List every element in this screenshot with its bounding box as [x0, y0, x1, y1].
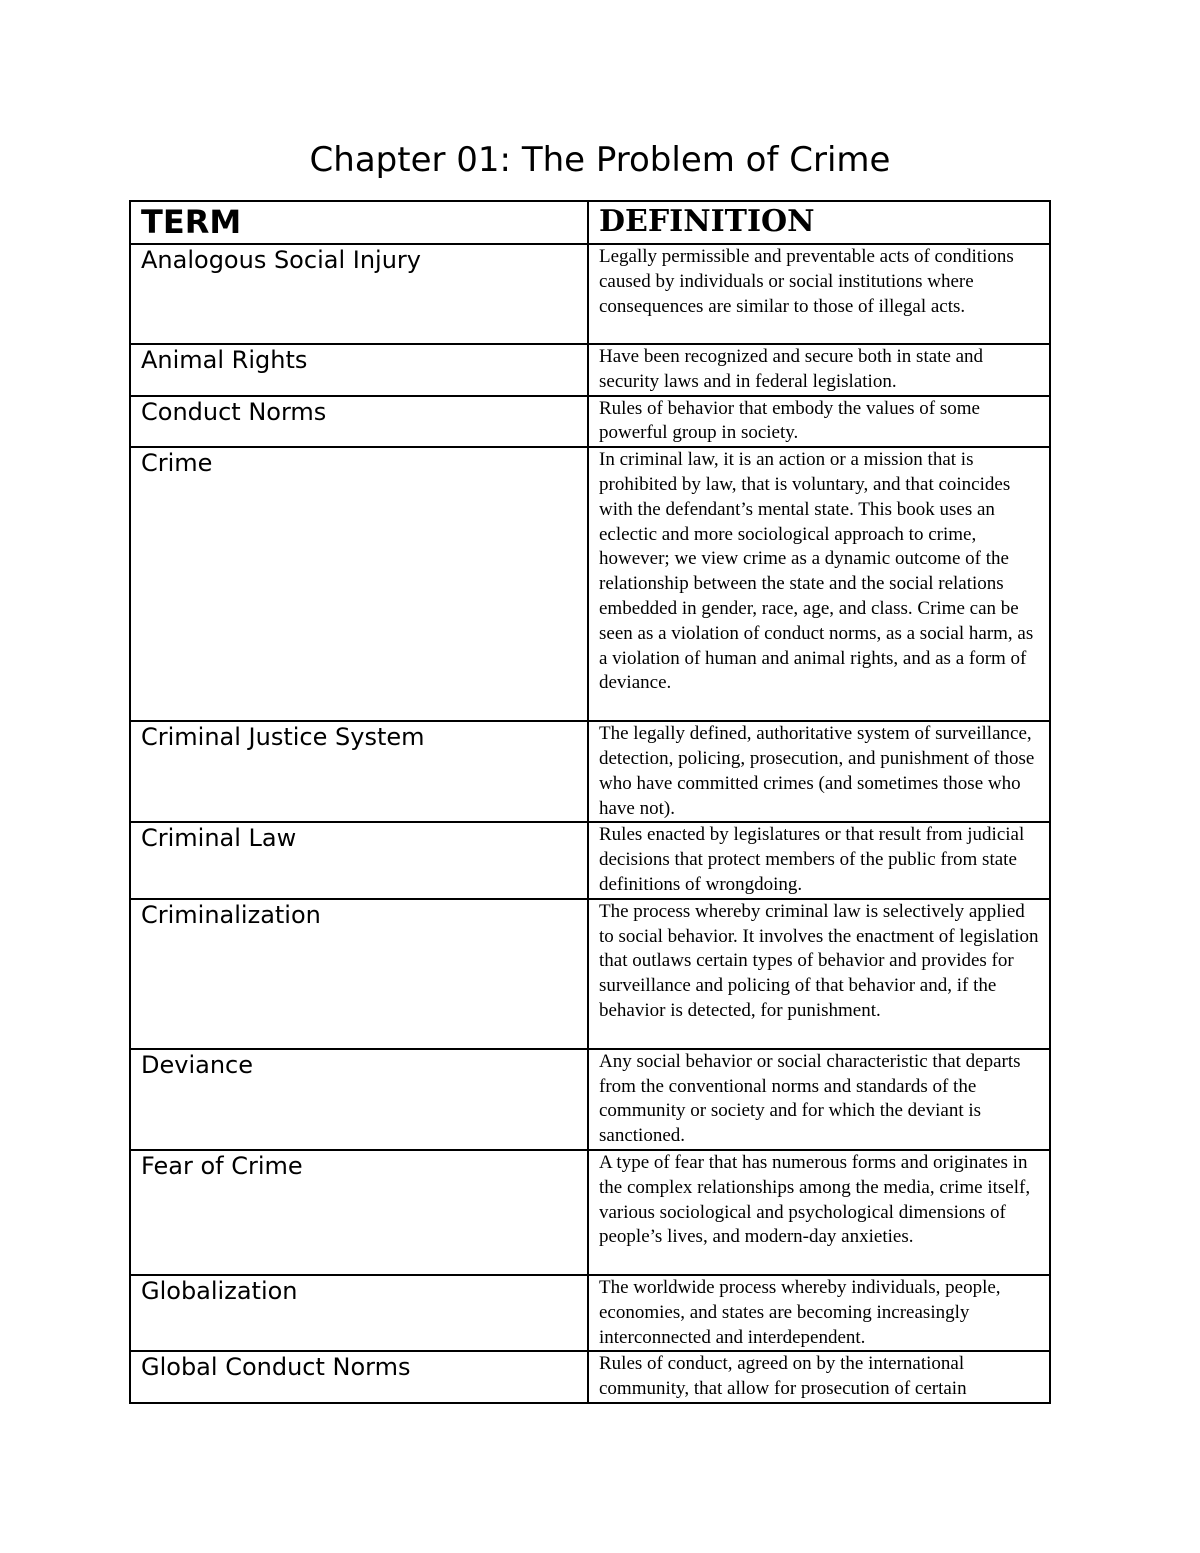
definition-cell: The legally defined, authoritative system of surveillance, detection, policing, prosecution, and punishment of those who have committed crimes (and sometimes those who have not).: [588, 721, 1050, 822]
definition-column-header: DEFINITION: [588, 201, 1050, 244]
term-cell: Analogous Social Injury: [130, 244, 588, 344]
definition-cell: Rules of behavior that embody the values of some powerful group in society.: [588, 396, 1050, 448]
definition-cell: Legally permissible and preventable acts of conditions caused by individuals or social institutions where consequences are similar to those of illegal acts.: [588, 244, 1050, 344]
definition-cell: Any social behavior or social characteristic that departs from the conventional norms and standards of the community or society and for which the deviant is sanctioned.: [588, 1049, 1050, 1150]
table-row: [130, 899, 1050, 1049]
definition-cell: In criminal law, it is an action or a mission that is prohibited by law, that is voluntary, and that coincides with the defendant’s mental state. This book uses an eclectic and more sociological approach to crime, however; we view crime as a dynamic outcome of the relationship between the state and the social relations embedded in gender, race, age, and class. Crime can be seen as a violation of conduct norms, as a social harm, as a violation of human and animal rights, and as a form of deviance.: [588, 447, 1050, 721]
definition-cell: Rules enacted by legislatures or that result from judicial decisions that protect members of the public from state definitions of wrongdoing.: [588, 822, 1050, 898]
definition-cell: A type of fear that has numerous forms and originates in the complex relationships among the media, crime itself, various sociological and psychological dimensions of people’s lives, and modern-day anxieties.: [588, 1150, 1050, 1275]
term-cell: Globalization: [130, 1275, 588, 1351]
term-cell: Crime: [130, 447, 588, 721]
page-title: Chapter 01: The Problem of Crime: [309, 140, 891, 180]
term-cell: Conduct Norms: [130, 396, 588, 448]
table-row: [130, 1275, 1050, 1351]
term-cell: Animal Rights: [130, 344, 588, 396]
table-row: [130, 396, 1050, 448]
term-cell: Deviance: [130, 1049, 588, 1150]
table-row: [130, 1150, 1050, 1275]
term-cell: Criminalization: [130, 899, 588, 1049]
definition-cell: The process whereby criminal law is selectively applied to social behavior. It involves the enactment of legislation that outlaws certain types of behavior and provides for surveillance and policing of that behavior and, if the behavior is detected, for punishment.: [588, 899, 1050, 1049]
term-cell: Criminal Justice System: [130, 721, 588, 822]
definition-cell: The worldwide process whereby individuals, people, economies, and states are becoming increasingly interconnected and interdependent.: [588, 1275, 1050, 1351]
table-row: [130, 721, 1050, 822]
table-row: [130, 344, 1050, 396]
table-row: [130, 1351, 1050, 1403]
glossary-table: [129, 200, 1051, 1404]
table-row: [130, 244, 1050, 344]
table-row: [130, 1049, 1050, 1150]
table-header-row: [130, 201, 1050, 244]
term-column-header: TERM: [130, 201, 588, 244]
definition-cell: Have been recognized and secure both in state and security laws and in federal legislation.: [588, 344, 1050, 396]
term-cell: Global Conduct Norms: [130, 1351, 588, 1403]
term-cell: Criminal Law: [130, 822, 588, 898]
definition-cell: Rules of conduct, agreed on by the international community, that allow for prosecution of certain: [588, 1351, 1050, 1403]
table-row: [130, 447, 1050, 721]
term-cell: Fear of Crime: [130, 1150, 588, 1275]
table-row: [130, 822, 1050, 898]
